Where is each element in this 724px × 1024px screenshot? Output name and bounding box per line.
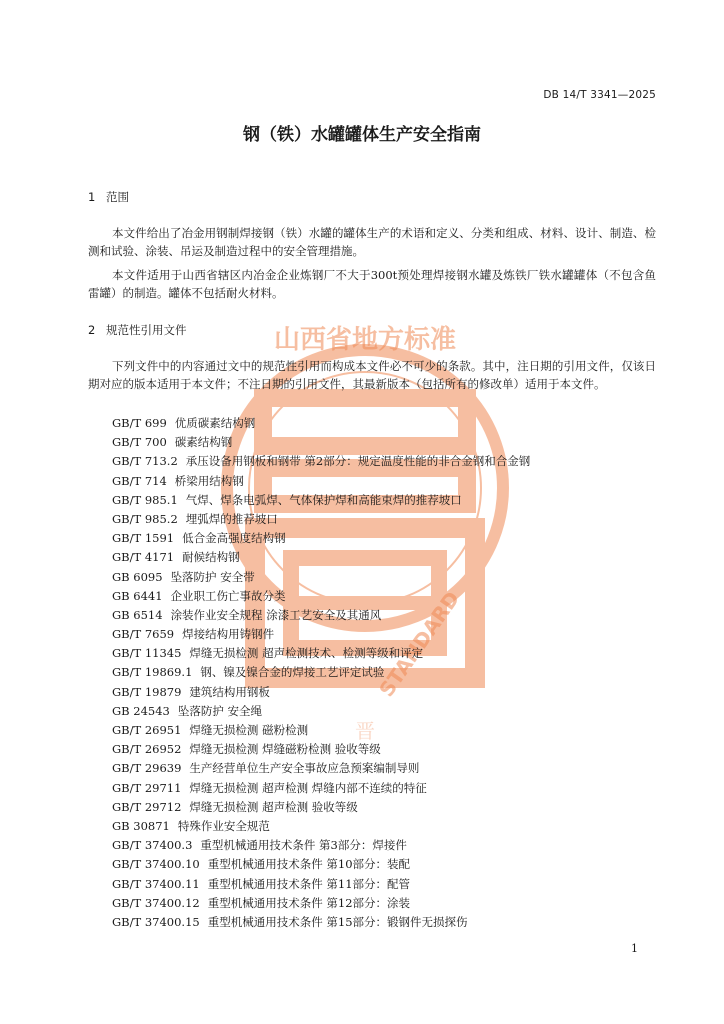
reference-code: GB/T 26951 <box>112 723 182 737</box>
section-1-paragraph-2: 本文件适用于山西省辖区内冶金企业炼钢厂不大于300t预处理焊接钢水罐及炼铁厂铁水罐罐体（不包含鱼雷罐）的制造。罐体不包括耐火材料。 <box>88 268 656 300</box>
reference-code: GB/T 37400.11 <box>112 876 200 891</box>
reference-item <box>112 644 530 663</box>
reference-name: 低合金高强度结构钢 <box>182 531 286 546</box>
reference-code: GB/T 713.2 <box>112 454 178 469</box>
reference-item <box>112 894 530 913</box>
reference-code: GB/T 985.1 <box>112 492 178 507</box>
reference-name: 气焊、焊条电弧焊、气体保护焊和高能束焊的推荐坡口 <box>185 492 462 507</box>
reference-name: 承压设备用钢板和钢带 第2部分：规定温度性能的非合金钢和合金钢 <box>185 454 531 469</box>
reference-code: GB/T 714 <box>112 473 167 488</box>
reference-code: GB/T 26952 <box>112 742 182 757</box>
reference-name: 企业职工伤亡事故分类 <box>170 588 286 603</box>
reference-code: GB/T 29711 <box>112 780 182 795</box>
reference-item <box>112 740 530 759</box>
reference-item <box>112 721 530 740</box>
reference-item <box>112 779 530 798</box>
section-1-heading <box>88 189 129 205</box>
reference-item <box>112 548 530 567</box>
reference-name: 钢、镍及镍合金的焊接工艺评定试验 <box>200 665 385 680</box>
reference-code: GB/T 19869.1 <box>112 665 193 680</box>
document-title: 钢（铁）水罐罐体生产安全指南 <box>243 125 481 145</box>
reference-item <box>112 568 530 587</box>
reference-code: GB 6095 <box>112 569 163 584</box>
document-code: DB 14/T 3341—2025 <box>543 89 656 101</box>
reference-code: GB/T 37400.12 <box>112 895 200 910</box>
reference-code: GB/T 29712 <box>112 799 182 814</box>
reference-name: 焊缝无损检测 焊缝磁粉检测 验收等级 <box>189 742 381 757</box>
reference-name: 涂装作业安全规程 涂漆工艺安全及其通风 <box>170 607 382 622</box>
section-2-number: 2 <box>88 323 96 337</box>
reference-name: 坠落防护 安全带 <box>170 569 255 584</box>
reference-code: GB 30871 <box>112 818 170 833</box>
reference-item <box>112 452 530 471</box>
reference-code: GB/T 7659 <box>112 627 175 642</box>
reference-name: 耐候结构钢 <box>182 550 240 565</box>
reference-item <box>112 491 530 510</box>
reference-item <box>112 625 530 644</box>
reference-name: 重型机械通用技术条件 第10部分：装配 <box>207 857 411 872</box>
reference-item <box>112 414 530 433</box>
reference-name: 焊缝无损检测 超声检测 验收等级 <box>189 799 358 814</box>
reference-code: GB/T 29639 <box>112 761 182 776</box>
reference-name: 焊缝无损检测 超声检测技术、检测等级和评定 <box>189 646 424 661</box>
reference-code: GB/T 1591 <box>112 531 175 546</box>
reference-code: GB 6441 <box>112 588 163 603</box>
page-number: 1 <box>631 942 638 955</box>
reference-name: 焊缝无损检测 超声检测 焊缝内部不连续的特征 <box>189 780 427 795</box>
reference-item <box>112 683 530 702</box>
watermark-arc-text: 山西省地方标准 <box>273 325 457 355</box>
reference-code: GB 6514 <box>112 607 163 622</box>
reference-code: GB/T 4171 <box>112 550 175 565</box>
reference-name: 埋弧焊的推荐坡口 <box>185 511 278 526</box>
reference-name: 重型机械通用技术条件 第3部分：焊接件 <box>200 838 407 853</box>
reference-item <box>112 587 530 606</box>
section-2-paragraph-1: 下列文件中的内容通过文中的规范性引用而构成本文件必不可少的条款。其中，注日期的引用文件，仅该日期对应的版本适用于本文件；不注日期的引用文件，其最新版本（包括所有的修改单）适用于本文件。 <box>88 359 656 391</box>
section-1-number: 1 <box>88 190 96 204</box>
reference-name: 生产经营单位生产安全事故应急预案编制导则 <box>189 761 420 776</box>
reference-code: GB/T 699 <box>112 416 167 430</box>
reference-item <box>112 759 530 778</box>
reference-item <box>112 663 530 682</box>
reference-item <box>112 836 530 855</box>
reference-name: 建筑结构用钢板 <box>189 684 270 699</box>
reference-name: 特殊作业安全规范 <box>177 818 270 833</box>
normative-references-list <box>112 414 530 932</box>
watermark-latin-text: STANDARD <box>374 586 465 702</box>
reference-item <box>112 817 530 836</box>
watermark-glyph: 晋 <box>355 719 375 743</box>
reference-name: 重型机械通用技术条件 第11部分：配管 <box>207 876 411 891</box>
reference-item <box>112 529 530 548</box>
reference-item <box>112 913 530 932</box>
reference-item <box>112 875 530 894</box>
section-1-title: 范围 <box>106 190 129 204</box>
section-2-title: 规范性引用文件 <box>106 323 187 337</box>
reference-code: GB/T 37400.10 <box>112 857 200 872</box>
reference-code: GB/T 700 <box>112 435 167 450</box>
reference-code: GB 24543 <box>112 703 170 718</box>
reference-item <box>112 433 530 452</box>
reference-name: 坠落防护 安全绳 <box>177 703 263 718</box>
reference-name: 优质碳素结构钢 <box>174 416 256 430</box>
reference-code: GB/T 19879 <box>112 684 182 699</box>
section-2-heading <box>88 322 187 338</box>
reference-item <box>112 510 530 529</box>
reference-item <box>112 855 530 874</box>
reference-item <box>112 798 530 817</box>
reference-name: 焊缝无损检测 磁粉检测 <box>189 723 309 737</box>
reference-name: 重型机械通用技术条件 第12部分：涂装 <box>207 895 411 910</box>
reference-item <box>112 702 530 721</box>
reference-name: 桥梁用结构钢 <box>174 473 244 488</box>
reference-item <box>112 472 530 491</box>
reference-code: GB/T 985.2 <box>112 511 178 526</box>
reference-name: 重型机械通用技术条件 第15部分：锻钢件无损探伤 <box>207 914 468 929</box>
section-1-paragraph-1: 本文件给出了冶金用钢制焊接钢（铁）水罐的罐体生产的术语和定义、分类和组成、材料、设计、制造、检测和试验、涂装、吊运及制造过程中的安全管理措施。 <box>88 226 656 258</box>
reference-name: 焊接结构用铸钢件 <box>182 627 275 642</box>
reference-code: GB/T 37400.15 <box>112 914 200 929</box>
reference-code: GB/T 11345 <box>112 646 182 661</box>
reference-item <box>112 606 530 625</box>
reference-code: GB/T 37400.3 <box>112 838 193 853</box>
reference-name: 碳素结构钢 <box>174 435 233 450</box>
